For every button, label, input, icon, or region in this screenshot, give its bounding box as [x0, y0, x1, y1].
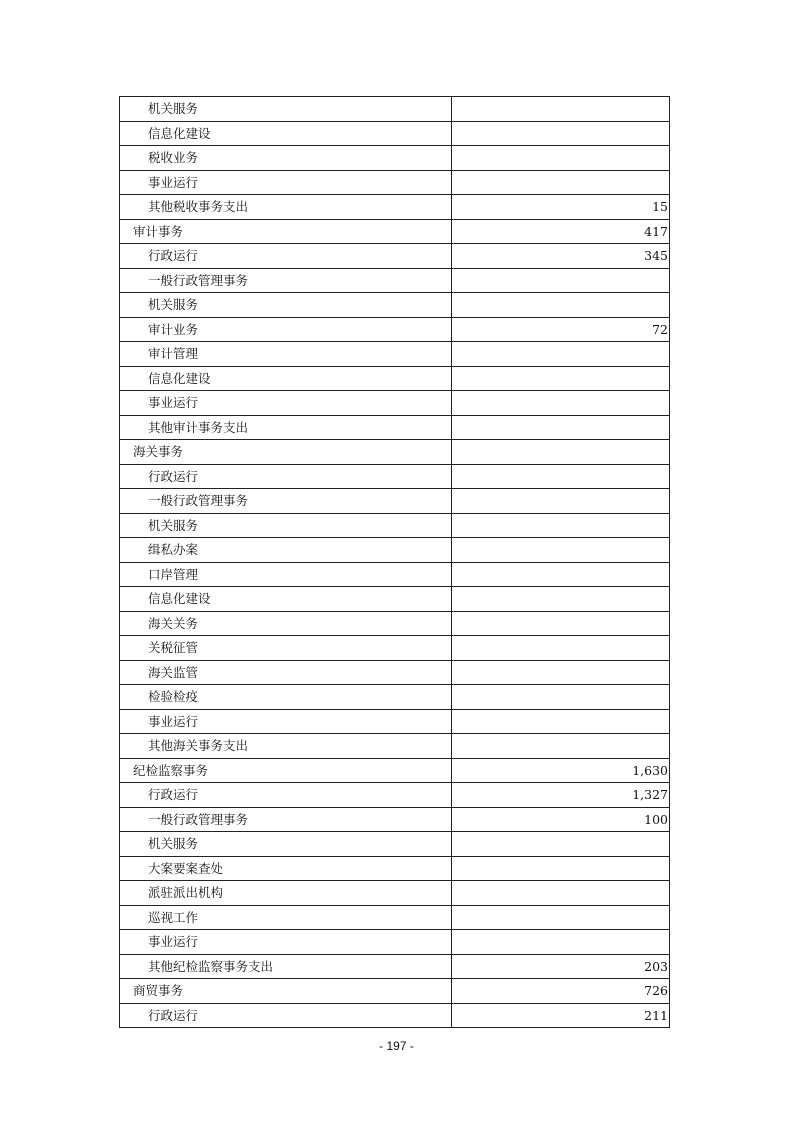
item-name-cell: 审计业务	[120, 317, 452, 342]
table-row	[120, 489, 670, 514]
category-name-cell: 纪检监察事务	[120, 758, 452, 783]
table-row	[120, 121, 670, 146]
amount-cell	[452, 366, 670, 391]
category-name-cell: 商贸事务	[120, 979, 452, 1004]
amount-cell	[452, 293, 670, 318]
amount-cell: 1,327	[452, 783, 670, 808]
item-name-cell: 大案要案查处	[120, 856, 452, 881]
amount-cell	[452, 391, 670, 416]
amount-cell	[452, 709, 670, 734]
amount-cell	[452, 170, 670, 195]
page-number: - 197 -	[379, 1039, 414, 1053]
table-body	[120, 97, 670, 1028]
amount-cell	[452, 611, 670, 636]
amount-cell	[452, 146, 670, 171]
amount-cell	[452, 881, 670, 906]
table-row	[120, 832, 670, 857]
amount-cell	[452, 538, 670, 563]
table-row	[120, 783, 670, 808]
table-row	[120, 170, 670, 195]
amount-cell	[452, 636, 670, 661]
table-row	[120, 562, 670, 587]
item-name-cell: 海关监管	[120, 660, 452, 685]
item-name-cell: 机关服务	[120, 293, 452, 318]
table-row	[120, 587, 670, 612]
table-row	[120, 391, 670, 416]
table-row	[120, 685, 670, 710]
category-name-cell: 审计事务	[120, 219, 452, 244]
item-name-cell: 口岸管理	[120, 562, 452, 587]
table-row	[120, 734, 670, 759]
table-row	[120, 195, 670, 220]
table-row	[120, 611, 670, 636]
item-name-cell: 一般行政管理事务	[120, 489, 452, 514]
table-row	[120, 317, 670, 342]
table-row	[120, 415, 670, 440]
table-row	[120, 807, 670, 832]
item-name-cell: 机关服务	[120, 832, 452, 857]
item-name-cell: 审计管理	[120, 342, 452, 367]
amount-cell: 726	[452, 979, 670, 1004]
table-row	[120, 636, 670, 661]
table-row	[120, 954, 670, 979]
table-row	[120, 905, 670, 930]
amount-cell: 345	[452, 244, 670, 269]
amount-cell: 203	[452, 954, 670, 979]
item-name-cell: 其他税收事务支出	[120, 195, 452, 220]
item-name-cell: 关税征管	[120, 636, 452, 661]
table-row	[120, 538, 670, 563]
table-row	[120, 342, 670, 367]
table-row	[120, 464, 670, 489]
item-name-cell: 一般行政管理事务	[120, 807, 452, 832]
item-name-cell: 派驻派出机构	[120, 881, 452, 906]
item-name-cell: 一般行政管理事务	[120, 268, 452, 293]
item-name-cell: 海关关务	[120, 611, 452, 636]
amount-cell: 100	[452, 807, 670, 832]
amount-cell	[452, 587, 670, 612]
item-name-cell: 信息化建设	[120, 587, 452, 612]
item-name-cell: 事业运行	[120, 391, 452, 416]
item-name-cell: 巡视工作	[120, 905, 452, 930]
amount-cell	[452, 832, 670, 857]
table-row	[120, 219, 670, 244]
table-row	[120, 146, 670, 171]
amount-cell	[452, 342, 670, 367]
amount-cell	[452, 685, 670, 710]
amount-cell	[452, 121, 670, 146]
budget-table	[119, 96, 670, 1028]
item-name-cell: 行政运行	[120, 783, 452, 808]
amount-cell: 211	[452, 1003, 670, 1028]
amount-cell	[452, 513, 670, 538]
item-name-cell: 行政运行	[120, 464, 452, 489]
table-row	[120, 881, 670, 906]
table-row	[120, 979, 670, 1004]
item-name-cell: 信息化建设	[120, 121, 452, 146]
table-row	[120, 513, 670, 538]
table-row	[120, 930, 670, 955]
table-row	[120, 856, 670, 881]
amount-cell: 15	[452, 195, 670, 220]
amount-cell	[452, 930, 670, 955]
table-row	[120, 1003, 670, 1028]
amount-cell: 72	[452, 317, 670, 342]
item-name-cell: 事业运行	[120, 930, 452, 955]
item-name-cell: 机关服务	[120, 97, 452, 122]
item-name-cell: 行政运行	[120, 244, 452, 269]
item-name-cell: 其他纪检监察事务支出	[120, 954, 452, 979]
item-name-cell: 事业运行	[120, 709, 452, 734]
amount-cell	[452, 415, 670, 440]
table-row	[120, 268, 670, 293]
amount-cell	[452, 464, 670, 489]
amount-cell	[452, 856, 670, 881]
item-name-cell: 缉私办案	[120, 538, 452, 563]
item-name-cell: 机关服务	[120, 513, 452, 538]
amount-cell	[452, 97, 670, 122]
table-row	[120, 244, 670, 269]
amount-cell	[452, 660, 670, 685]
amount-cell	[452, 562, 670, 587]
amount-cell	[452, 905, 670, 930]
amount-cell: 1,630	[452, 758, 670, 783]
amount-cell: 417	[452, 219, 670, 244]
table-row	[120, 758, 670, 783]
category-name-cell: 海关事务	[120, 440, 452, 465]
amount-cell	[452, 268, 670, 293]
item-name-cell: 行政运行	[120, 1003, 452, 1028]
table-row	[120, 293, 670, 318]
table-row	[120, 440, 670, 465]
item-name-cell: 检验检疫	[120, 685, 452, 710]
item-name-cell: 税收业务	[120, 146, 452, 171]
amount-cell	[452, 489, 670, 514]
table-row	[120, 660, 670, 685]
table-row	[120, 709, 670, 734]
amount-cell	[452, 734, 670, 759]
amount-cell	[452, 440, 670, 465]
table-row	[120, 366, 670, 391]
item-name-cell: 其他海关事务支出	[120, 734, 452, 759]
item-name-cell: 事业运行	[120, 170, 452, 195]
item-name-cell: 信息化建设	[120, 366, 452, 391]
item-name-cell: 其他审计事务支出	[120, 415, 452, 440]
table-row	[120, 97, 670, 122]
